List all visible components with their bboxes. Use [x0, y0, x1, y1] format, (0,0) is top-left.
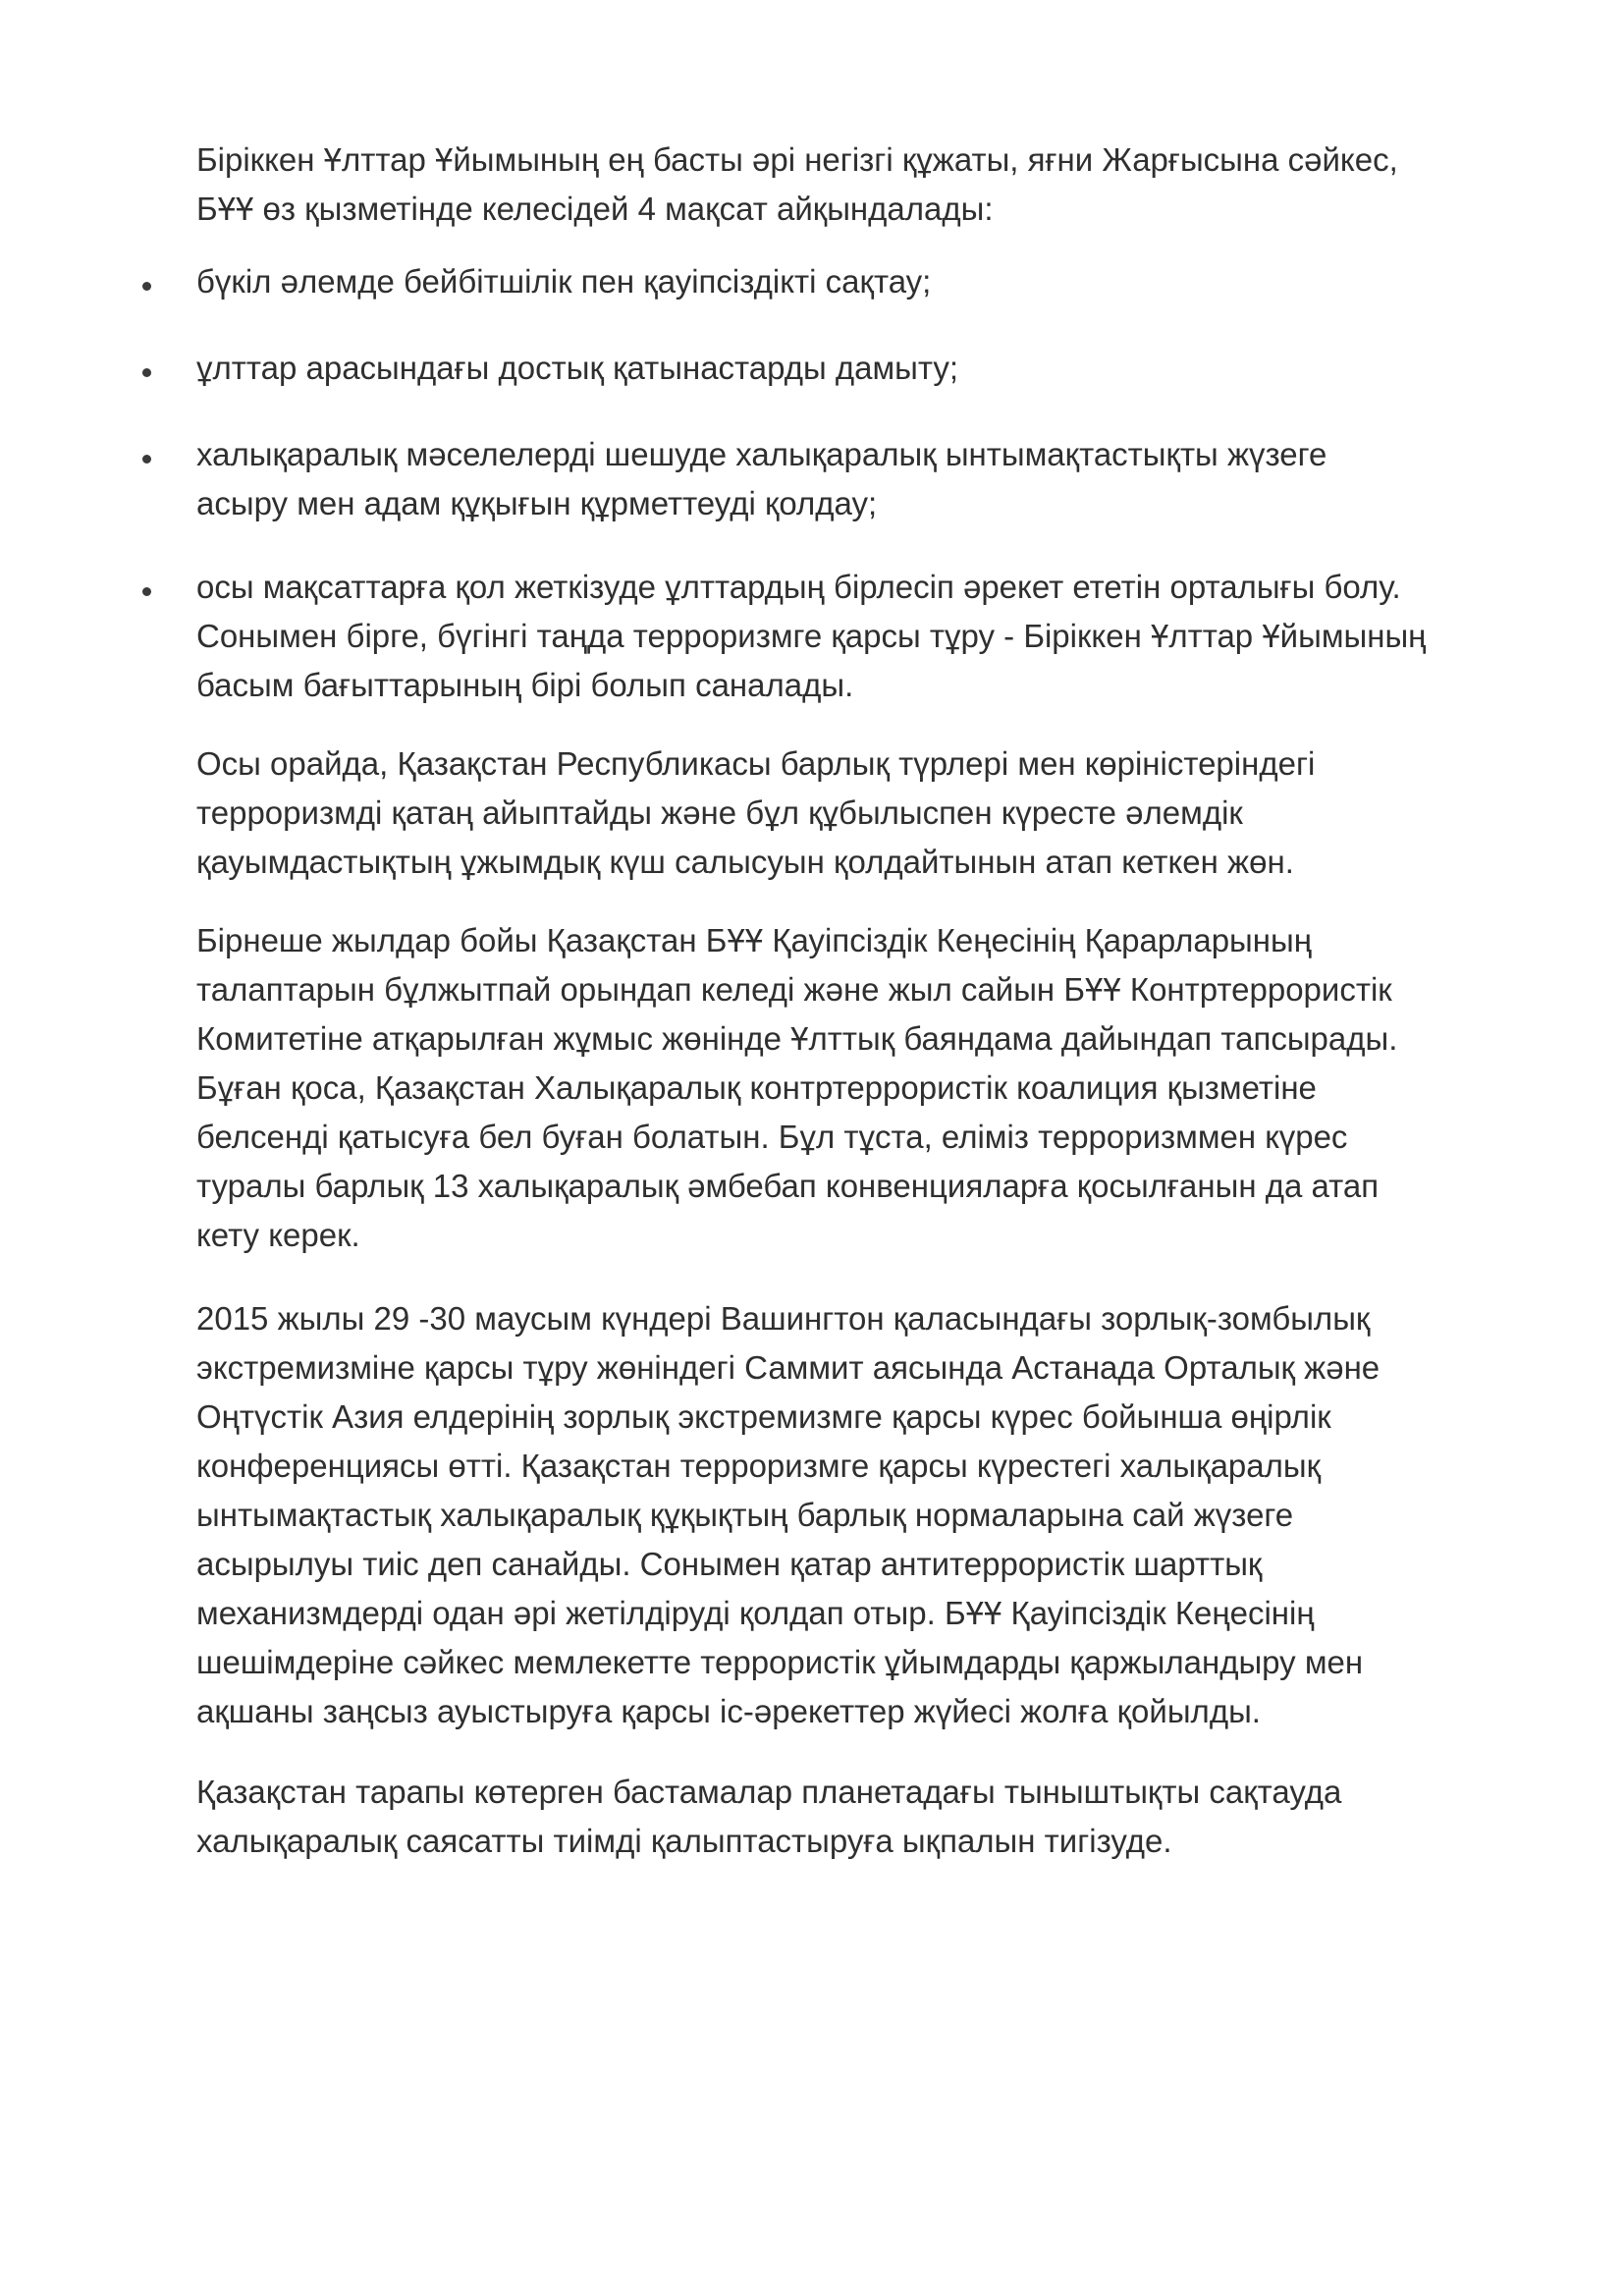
- bullet-dot-icon: [142, 587, 151, 596]
- text-line: кету керек.: [196, 1217, 360, 1253]
- text-line: басым бағыттарының бірі болып саналады.: [196, 667, 854, 703]
- text-line: халықаралық мәселелерді шешуде халықаралық ынтымақтастықты жүзеге: [196, 436, 1327, 472]
- text-line: белсенді қатысуға бел буған болатын. Бұл тұста, еліміз терроризммен күрес: [196, 1119, 1348, 1155]
- text-line: ақшаны заңсыз ауыстыруға қарсы іс-әрекеттер жүйесі жолға қойылды.: [196, 1693, 1261, 1729]
- text-line: БҰҰ өз қызметінде келесідей 4 мақсат айқындалады:: [196, 191, 994, 227]
- bullet-marker: [142, 455, 156, 468]
- text-line: терроризмді қатаң айыптайды және бұл құбылыспен күресте әлемдік: [196, 794, 1243, 831]
- text-line: Осы орайда, Қазақстан Республикасы барлық түрлері мен көріністеріндегі: [196, 745, 1316, 782]
- bullet-dot-icon: [142, 282, 151, 291]
- body-paragraph: [196, 739, 1551, 887]
- text-line: осы мақсаттарға қол жеткізуде ұлттардың бірлесіп әрекет ететін орталығы болу.: [196, 569, 1401, 605]
- bullet-item: [196, 430, 1551, 528]
- text-line: ұлттар арасындағы достық қатынастарды дамыту;: [196, 350, 959, 386]
- text-line: 2015 жылы 29 -30 маусым күндері Вашингтон қаласындағы зорлық-зомбылық: [196, 1300, 1371, 1337]
- text-line: конференциясы өтті. Қазақстан терроризмге қарсы күрестегі халықаралық: [196, 1448, 1322, 1484]
- text-line: туралы барлық 13 халықаралық әмбебап конвенцияларға қосылғанын да атап: [196, 1168, 1380, 1204]
- bullet-item: [196, 257, 1551, 306]
- bullet-item: [196, 563, 1551, 710]
- text-line: талаптарын бұлжытпай орындап келеді және жыл сайын БҰҰ Контртеррористік: [196, 971, 1392, 1008]
- body-paragraph: [196, 916, 1551, 1260]
- bullet-dot-icon: [142, 455, 151, 464]
- text-line: Бұған қоса, Қазақстан Халықаралық контртеррористік коалиция қызметіне: [196, 1069, 1317, 1106]
- text-line: Қазақстан тарапы көтерген бастамалар планетадағы тыныштықты сақтауда: [196, 1774, 1342, 1810]
- text-line: қауымдастықтың ұжымдық күш салысуын қолдайтынын атап кеткен жөн.: [196, 844, 1294, 880]
- text-line: асыру мен адам құқығын құрметтеуді қолдау;: [196, 485, 878, 521]
- body-paragraph: [196, 1294, 1551, 1736]
- text-line: шешімдеріне сәйкес мемлекетте террористік ұйымдарды қаржыландыру мен: [196, 1644, 1364, 1680]
- text-line: ынтымақтастық халықаралық құқықтың барлық нормаларына сай жүзеге: [196, 1497, 1294, 1533]
- intro-paragraph: [196, 136, 1551, 234]
- body-paragraph: [196, 1768, 1551, 1866]
- bullet-item: [196, 344, 1551, 393]
- text-line: экстремизміне қарсы тұру жөніндегі Саммит аясында Астанада Орталық және: [196, 1349, 1380, 1386]
- text-line: Комитетіне атқарылған жұмыс жөнінде Ұлттық баяндама дайындап тапсырады.: [196, 1020, 1398, 1057]
- text-line: Біріккен Ұлттар Ұйымының ең басты әрі негізгі құжаты, яғни Жарғысына сәйкес,: [196, 141, 1398, 178]
- bullet-marker: [142, 282, 156, 296]
- bullet-marker: [142, 368, 156, 382]
- text-line: Бірнеше жылдар бойы Қазақстан БҰҰ Қауіпсіздік Кеңесінің Қарарларының: [196, 922, 1312, 958]
- bullet-marker: [142, 587, 156, 601]
- text-line: асырылуы тиіс деп санайды. Сонымен қатар антитеррористік шарттық: [196, 1546, 1263, 1582]
- text-line: механизмдерді одан әрі жетілдіруді қолдап отыр. БҰҰ Қауіпсіздік Кеңесінің: [196, 1595, 1315, 1631]
- text-line: Оңтүстік Азия елдерінің зорлық экстремизмге қарсы күрес бойынша өңірлік: [196, 1398, 1331, 1435]
- text-line: Сонымен бірге, бүгінгі таңда терроризмге қарсы тұру - Біріккен Ұлттар Ұйымының: [196, 618, 1427, 654]
- text-line: халықаралық саясатты тиімді қалыптастыруға ықпалын тигізуде.: [196, 1823, 1172, 1859]
- bullet-dot-icon: [142, 368, 151, 377]
- text-line: бүкіл әлемде бейбітшілік пен қауіпсіздікті сақтау;: [196, 263, 932, 300]
